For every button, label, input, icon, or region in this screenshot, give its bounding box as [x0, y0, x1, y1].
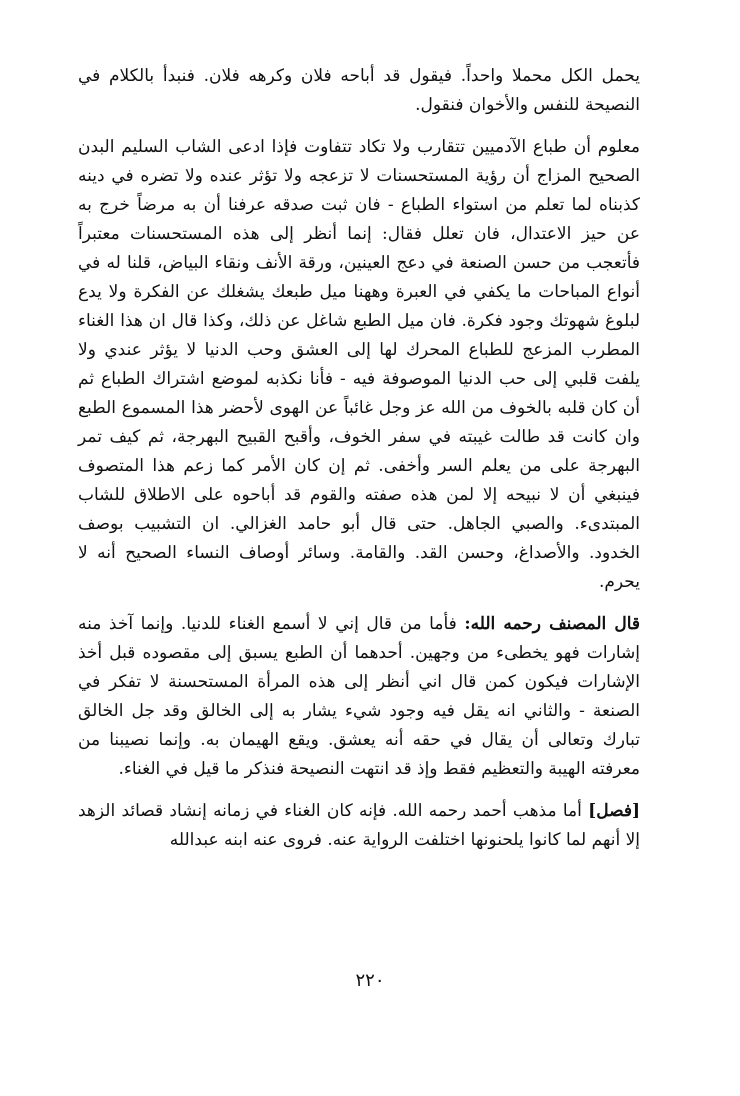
paragraph-2: [78, 133, 640, 597]
paragraph-4: [78, 797, 640, 855]
paragraph-1-text: يحمل الكل محملا واحداً. فيقول قد أباحه فلان وكرهه فلان. فنبدأ بالكلام في النصيحة للنفس والأخوان فنقول.: [78, 66, 640, 115]
page-number: ٢٢٠: [355, 970, 385, 991]
paragraph-3: [78, 610, 640, 784]
paragraph-4-text: أما مذهب أحمد رحمه الله. فإنه كان الغناء في زمانه إنشاد قصائد الزهد إلا أنهم لما كانوا يلحنونها اختلفت الرواية عنه. فروى عنه ابنه عبدالله: [78, 801, 640, 850]
paragraph-1: [78, 62, 640, 120]
paragraph-2-text: معلوم أن طباع الآدميين تتقارب ولا تكاد تتفاوت فإذا ادعى الشاب السليم البدن الصحيح المزاج أن رؤية المستحسنات لا تزعجه ولا تؤثر عنده ولا تضره في دينه كذبناه لما تعلم من استواء الطباع - فان ثبت صدقه عرفنا أن به مرضاً خرج به عن حيز الاعتدال، فان تعلل فقال: إنما أنظر إلى هذه المستحسنات معتبراً فأتعجب من حسن الصنعة في دعج العينين، ورقة الأنف ونقاء البياض، قلنا له في أنواع المباحات ما يكفي في العبرة وههنا ميل طبعك يشغلك عن الفكرة ولا يدع لبلوغ شهوتك وجود فكرة. فان ميل الطبع شاغل عن ذلك، وكذا قال ان هذا الغناء المطرب المزعج للطباع المحرك لها إلى العشق وحب الدنيا لا يؤثر عندي ولا يلفت قلبي إلى حب الدنيا الموصوفة فيه - فأنا نكذبه لموضع اشتراك الطباع ثم أن كان قلبه بالخوف من الله عز وجل غائباً عن الهوى لأحضر هذا المسموع الطبع وان كانت قد طالت غيبته في سفر الخوف، وأقبح القبيح البهرجة، ثم كيف تمر البهرجة على من يعلم السر وأخفى. ثم إن كان الأمر كما زعم هذا المتصوف فينبغي أن لا نبيحه إلا لمن هذه صفته والقوم قد أباحوه على الاطلاق للشاب المبتدىء. والصبي الجاهل. حتى قال أبو حامد الغزالي. ان التشبيب بوصف الخدود. والأصداغ، وحسن القد. والقامة. وسائر أوصاف النساء الصحيح أنه لا يحرم.: [78, 137, 640, 592]
paragraph-3-lead: قال المصنف رحمه الله:: [464, 614, 640, 634]
page-body: [78, 62, 640, 855]
paragraph-3-text: فأما من قال إني لا أسمع الغناء للدنيا. وإنما آخذ منه إشارات فهو يخطىء من وجهين. أحدهما أن الطبع يسبق إلى مقصوده قبل أخذ الإشارات فيكون كمن قال اني أنظر إلى هذه المرأة المستحسنة لا تفكر في الصنعة - والثاني انه يقل فيه وجود شيء يشار به إلى الخالق وقد جل الخالق تبارك وتعالى أن يقال في حقه أنه يعشق. ويقع الهيمان به. وإنما نصيبنا من معرفته الهيبة والتعظيم فقط وإذ قد انتهت النصيحة فنذكر ما قيل في الغناء.: [78, 614, 640, 779]
section-heading-fasl: [فصل]: [588, 801, 640, 821]
